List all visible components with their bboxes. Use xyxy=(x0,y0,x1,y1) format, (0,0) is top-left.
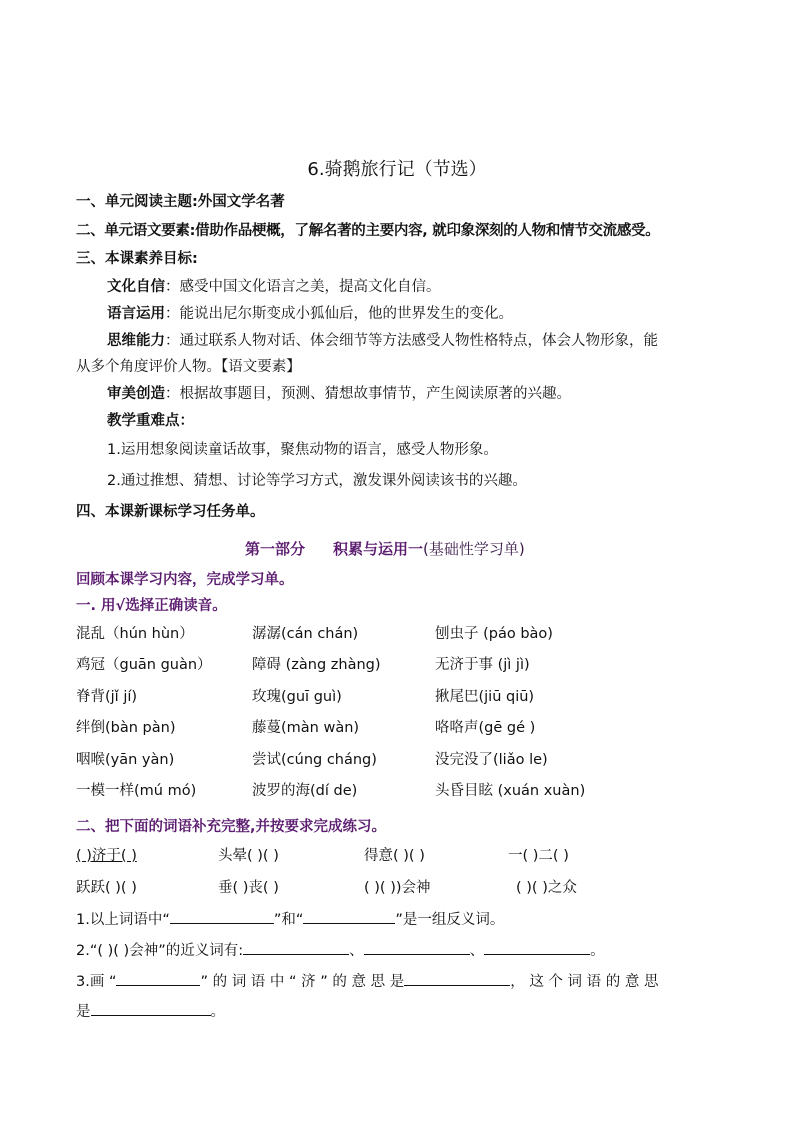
goal-thinking-cont: 从多个角度评价人物。【语文要素】 xyxy=(76,359,301,375)
goal-thinking-label: 思维能力 xyxy=(107,333,165,349)
question-2-3-cont xyxy=(76,1001,225,1022)
pinyin-row xyxy=(76,687,716,718)
pinyin-row xyxy=(76,624,716,655)
idiom-row-1 xyxy=(76,846,716,866)
answer-blank[interactable] xyxy=(404,971,510,986)
q2-3-text-b: ” 的 词 语 中 “ 济 ” 的 意 思 是 xyxy=(200,974,405,990)
idiom-blank[interactable]: ( )( ))会神 xyxy=(364,880,431,896)
q2-3-text-d: 是 xyxy=(76,1004,91,1020)
pinyin-row xyxy=(76,655,716,686)
pinyin-item[interactable]: 头昏目眩 (xuán xuàn) xyxy=(435,782,586,799)
pinyin-item[interactable]: 刨虫子 (páo bào) xyxy=(435,626,553,642)
pinyin-item[interactable]: 一模一样(mú mó) xyxy=(76,782,197,799)
key-points-heading: 教学重难点： xyxy=(107,413,194,429)
q2-1-text-a: 1.以上词语中“ xyxy=(76,912,170,928)
idiom-row-2 xyxy=(76,878,716,898)
q2-2-sep: 、 xyxy=(469,943,485,959)
idiom-blank[interactable]: 一( )二( ) xyxy=(508,848,569,864)
answer-blank[interactable] xyxy=(243,940,349,955)
answer-blank[interactable] xyxy=(91,1001,211,1016)
idiom-blank[interactable]: 头晕( )( ) xyxy=(218,848,279,864)
pinyin-item[interactable]: 绊倒(bàn pàn) xyxy=(76,720,176,737)
goal-culture-text: ：感受中国文化语言之美，提高文化自信。 xyxy=(165,279,441,295)
pinyin-row xyxy=(76,718,716,749)
q2-3-text-e: 。 xyxy=(210,1004,225,1020)
pinyin-item[interactable]: 无济于事 (jì jì) xyxy=(435,657,530,674)
goal-thinking xyxy=(107,331,658,351)
idiom-blank[interactable]: 跃跃( )( ) xyxy=(76,880,137,896)
idiom-blank[interactable]: ( )( )之众 xyxy=(516,880,577,896)
goal-language-text: ：能说出尼尔斯变成小狐仙后，他的世界发生的变化。 xyxy=(165,306,513,322)
pinyin-item[interactable]: 障碍 (zàng zhàng) xyxy=(252,657,381,674)
goal-aesthetic xyxy=(107,384,571,404)
q2-3-text-c: ， 这 个 词 语 的 意 思 xyxy=(510,974,659,990)
goal-aesthetic-text: ：根据故事题目，预测、猜想故事情节，产生阅读原著的兴趣。 xyxy=(165,386,571,402)
answer-blank[interactable] xyxy=(303,909,395,924)
section-3-heading: 三、本课素养目标: xyxy=(76,251,198,267)
pinyin-grid xyxy=(76,624,716,812)
pinyin-item[interactable]: 脊背(jǐ jí) xyxy=(76,688,138,705)
question-2-1 xyxy=(76,909,504,930)
q2-2-text: 2.“( )( )会神”的近义词有: xyxy=(76,943,244,959)
goal-culture-label: 文化自信 xyxy=(107,279,165,295)
pinyin-item[interactable]: 揪尾巴(jiū qiū) xyxy=(435,688,535,705)
pinyin-item[interactable]: 波罗的海(dí de) xyxy=(252,782,358,799)
q2-3-text-a: 3.画 “ xyxy=(76,974,117,990)
answer-blank[interactable] xyxy=(116,971,200,986)
question-2-3 xyxy=(76,971,658,992)
goal-thinking-text: ：通过联系人物对话、体会细节等方法感受人物性格特点，体会人物形象，能 xyxy=(165,333,658,349)
q2-2-sep: 、 xyxy=(349,943,364,959)
pinyin-item[interactable]: 潺潺(cán chán) xyxy=(252,626,359,642)
q2-1-text-b: ”和“ xyxy=(273,912,304,928)
pinyin-item[interactable]: 玫瑰(guī guì) xyxy=(252,688,342,705)
section-4-heading: 四、本课新课标学习任务单。 xyxy=(76,504,265,520)
question-2-heading: 二、把下面的词语补充完整,并按要求完成练习。 xyxy=(76,819,387,835)
intro-instruction: 回顾本课学习内容，完成学习单。 xyxy=(76,572,294,588)
goal-language-label: 语言运用 xyxy=(107,306,165,322)
idiom-blank[interactable]: 垂( )丧( ) xyxy=(218,880,279,896)
part-1-title xyxy=(245,539,525,559)
goal-aesthetic-label: 审美创造 xyxy=(107,386,165,402)
answer-blank[interactable] xyxy=(364,940,470,955)
section-1-heading: 一、单元阅读主题:外国文学名著 xyxy=(76,194,285,210)
part-note: (基础性学习单) xyxy=(423,540,525,558)
part-subtitle: 积累与运用一 xyxy=(333,540,424,558)
pinyin-item[interactable]: 咯咯声(gē gé ) xyxy=(435,720,536,737)
q2-1-text-c: ”是一组反义词。 xyxy=(395,912,505,928)
idiom-blank[interactable]: 得意( )( ) xyxy=(364,848,425,864)
goal-language xyxy=(107,304,513,324)
key-point-2: 2.通过推想、猜想、讨论等学习方式，激发课外阅读该书的兴趣。 xyxy=(107,473,527,489)
pinyin-item[interactable]: 咽喉(yān yàn) xyxy=(76,751,175,768)
part-title: 第一部分 xyxy=(245,540,306,558)
question-1-heading: 一. 用√选择正确读音。 xyxy=(76,598,227,614)
section-2-heading: 二、单元语文要素:借助作品梗概，了解名著的主要内容, 就印象深刻的人物和情节交流感受。 xyxy=(76,223,660,239)
pinyin-item[interactable]: 藤蔓(màn wàn) xyxy=(252,720,360,737)
pinyin-item[interactable]: 混乱（hún hùn） xyxy=(76,626,194,642)
question-2-2 xyxy=(76,940,605,961)
goal-culture xyxy=(107,277,441,297)
pinyin-item[interactable]: 鸡冠（guān guàn） xyxy=(76,657,212,674)
pinyin-row xyxy=(76,781,716,812)
key-point-1: 1.运用想象阅读童话故事，聚焦动物的语言，感受人物形象。 xyxy=(107,442,498,458)
q2-2-end: 。 xyxy=(590,943,605,959)
answer-blank[interactable] xyxy=(484,940,590,955)
page-title: 6.骑鹅旅行记（节选） xyxy=(307,159,487,180)
idiom-blank[interactable]: ( )济于( ) xyxy=(76,848,137,864)
pinyin-item[interactable]: 尝试(cúng cháng) xyxy=(252,751,377,768)
answer-blank[interactable] xyxy=(170,909,274,924)
pinyin-item[interactable]: 没完没了(liǎo le) xyxy=(435,751,548,768)
pinyin-row xyxy=(76,750,716,781)
